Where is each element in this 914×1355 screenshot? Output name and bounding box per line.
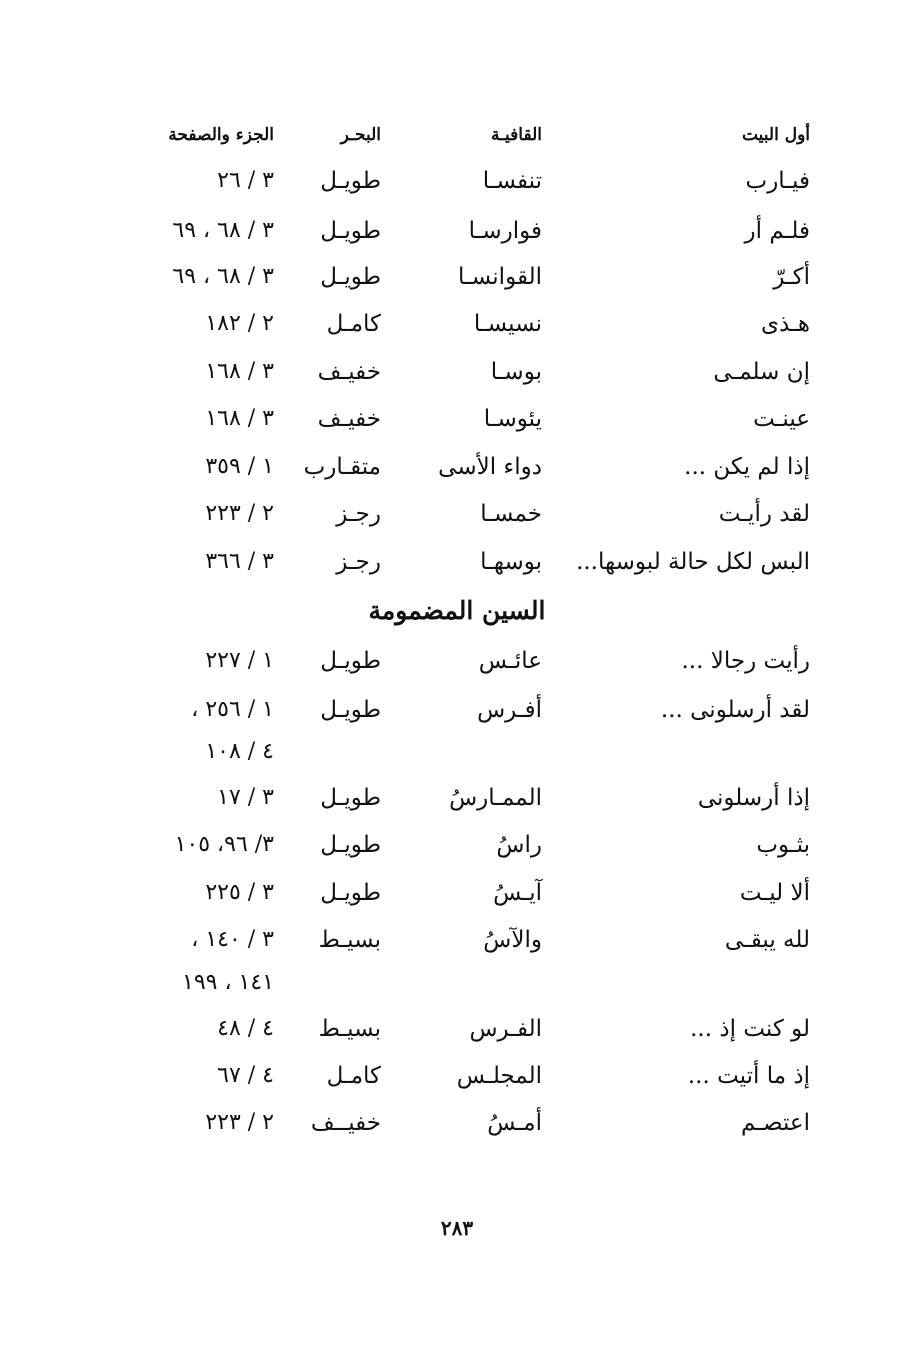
first-line-cell: هـذى: [761, 311, 810, 337]
rhyme-cell: آيـسُ: [493, 880, 542, 906]
ref-cell: ١ / ٢٢٧: [205, 648, 274, 673]
meter-cell: كامـل: [326, 311, 381, 337]
rhyme-cell: نسيسـا: [473, 311, 542, 337]
first-line-cell: لقد رأيـت: [718, 501, 810, 527]
rhyme-cell: بوسهـا: [480, 549, 542, 575]
table-row: [0, 168, 914, 208]
ref-cell: ٣ / ٦٨ ، ٦٩: [172, 264, 274, 289]
first-line-cell: فيـارب: [745, 168, 810, 194]
ref-cell: ٢ / ١٨٢: [205, 311, 274, 336]
ref-cell: ٢ / ٢٢٣: [205, 501, 274, 526]
ref-cell: ٣ / ١٦٨: [205, 359, 274, 384]
meter-cell: طويـل: [320, 832, 381, 858]
rhyme-cell: أمـسُ: [487, 1110, 542, 1136]
meter-cell: خفيـف: [317, 406, 381, 432]
table-row: [0, 359, 914, 399]
ref-cell: ٣ / ١٦٨: [205, 406, 274, 431]
rhyme-cell: تنفسـا: [482, 168, 542, 194]
table-row: [0, 1016, 914, 1056]
ref-cell: ٣ / ٣٦٦: [205, 549, 274, 574]
table-row: [0, 218, 914, 258]
meter-cell: طويـل: [320, 264, 381, 290]
rhyme-cell: القوانسـا: [458, 264, 542, 290]
ref-cell: ١ / ٣٥٩: [205, 454, 274, 479]
table-row: [0, 785, 914, 825]
first-line-cell: اعتصـم: [740, 1110, 810, 1136]
meter-cell: خفيـف: [317, 359, 381, 385]
table-row: [0, 264, 914, 304]
ref-cell: ٣ / ٢٦: [217, 168, 274, 193]
rhyme-cell: الممـارسُ: [449, 785, 542, 811]
table-row: [0, 927, 914, 967]
meter-cell: متقـارب: [303, 454, 381, 480]
ref-cell: ٣ / ٦٨ ، ٦٩: [172, 218, 274, 243]
meter-cell: خفيــف: [310, 1110, 381, 1136]
first-line-cell: فلـم أر: [744, 218, 810, 244]
ref-cell: ٢ / ٢٢٣: [205, 1110, 274, 1135]
ref-cell: ٣/ ٩٦، ١٠٥: [174, 832, 274, 857]
ref-cell: ٤ / ٦٧: [217, 1063, 274, 1088]
ref-cell: ١ / ٢٥٦ ،: [191, 697, 274, 722]
meter-cell: طويـل: [320, 648, 381, 674]
meter-cell: طويـل: [320, 785, 381, 811]
table-header: [0, 125, 914, 165]
ref-cell: ٣ / ٢٢٥: [205, 880, 274, 905]
table-row: [0, 1110, 914, 1150]
rhyme-cell: بوسـا: [490, 359, 542, 385]
table-row: [0, 880, 914, 920]
first-line-cell: لو كنت إذ ...: [690, 1016, 810, 1042]
first-line-cell: البس لكل حالة لبوسها...: [576, 549, 810, 575]
meter-cell: بسيـط: [318, 927, 381, 953]
ref-continuation: ٤ / ١٠٨: [205, 739, 274, 764]
meter-cell: طويـل: [320, 168, 381, 194]
first-line-cell: لقد أرسلونى ...: [660, 697, 810, 723]
ref-cell: ٣ / ١٧: [217, 785, 274, 810]
ref-continuation: ١٤١ ، ١٩٩: [182, 970, 274, 995]
table-row: [0, 549, 914, 589]
first-line-cell: إذا لم يكن ...: [684, 454, 810, 480]
first-line-cell: ألا ليـت: [739, 880, 810, 906]
header-meter: البحـر: [340, 125, 381, 145]
first-line-cell: بثـوب: [756, 832, 810, 858]
header-rhyme: القافيـة: [490, 125, 542, 145]
rhyme-cell: والآسُ: [483, 927, 542, 953]
first-line-cell: إذا أرسلونى: [697, 785, 810, 811]
rhyme-cell: الفـرس: [469, 1016, 542, 1042]
section-title: السين المضمومة: [368, 596, 546, 625]
rhyme-cell: عائـس: [478, 648, 542, 674]
rhyme-cell: فوارسـا: [468, 218, 542, 244]
header-first-line: أول البيت: [741, 125, 810, 145]
meter-cell: طويـل: [320, 880, 381, 906]
table-row: [0, 406, 914, 446]
meter-cell: طويـل: [320, 697, 381, 723]
table-row: [0, 311, 914, 351]
meter-cell: كامـل: [326, 1063, 381, 1089]
rhyme-cell: يئوسـا: [483, 406, 542, 432]
first-line-cell: إن سلمـى: [713, 359, 810, 385]
meter-cell: رجـز: [336, 549, 381, 575]
ref-cell: ٤ / ٤٨: [217, 1016, 274, 1041]
first-line-cell: لله يبقـى: [724, 927, 810, 953]
first-line-cell: أكـرّ: [773, 264, 810, 290]
rhyme-cell: خمسـا: [480, 501, 542, 527]
meter-cell: رجـز: [336, 501, 381, 527]
rhyme-cell: دواء الأسى: [438, 454, 542, 480]
table-row: [0, 454, 914, 494]
rhyme-cell: راسُ: [496, 832, 542, 858]
first-line-cell: إذ ما أتيت ...: [687, 1063, 810, 1089]
meter-cell: بسيـط: [318, 1016, 381, 1042]
table-row: [0, 832, 914, 872]
rhyme-cell: المجلـس: [456, 1063, 542, 1089]
first-line-cell: رأيت رجالا ...: [681, 648, 810, 674]
page-number: ٢٨٣: [440, 1216, 474, 1240]
ref-cell: ٣ / ١٤٠ ،: [191, 927, 274, 952]
meter-cell: طويـل: [320, 218, 381, 244]
table-row: [0, 501, 914, 541]
table-row: [0, 648, 914, 688]
header-vol-page: الجزء والصفحة: [168, 125, 274, 145]
table-row: [0, 697, 914, 737]
table-row: [0, 1063, 914, 1103]
first-line-cell: عينـت: [753, 406, 810, 432]
rhyme-cell: أفـرس: [477, 697, 542, 723]
